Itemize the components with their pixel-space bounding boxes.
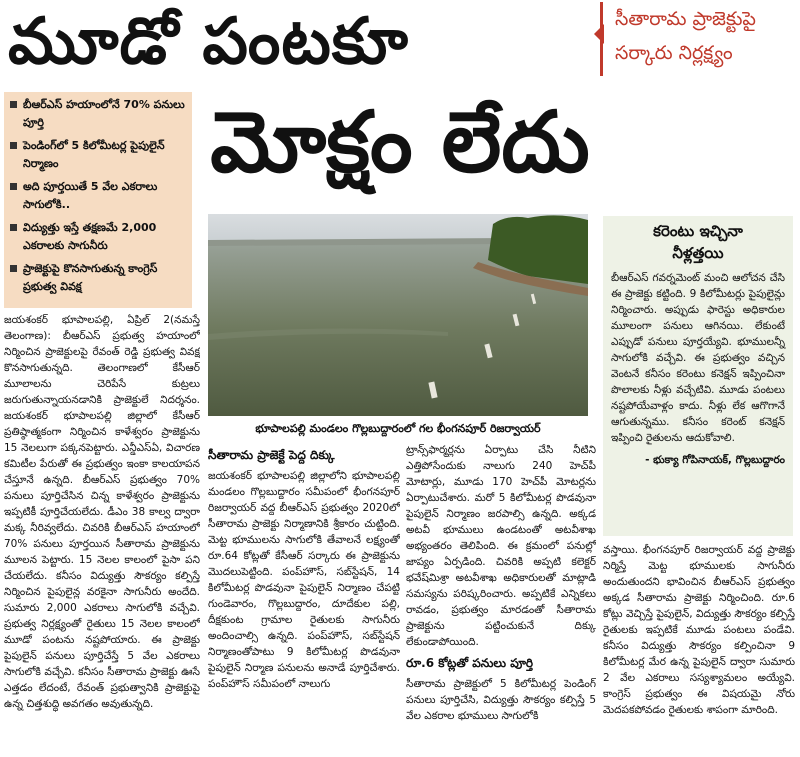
kicker-line2: సర్కారు నిర్లక్ష్యం (615, 42, 733, 64)
highlights-box (4, 92, 192, 308)
highlight-text: అది పూర్తయితే 5 వేల ఎకరాలు సాగులోకి.. (23, 180, 158, 211)
highlight-text: పెండింగ్‌లో 5 కిలోమీటర్ల పైపులైన్ నిర్మాణం (23, 139, 165, 170)
quote-box-title: కరెంటు ఇచ్చినా (653, 222, 743, 240)
headline-line1: మూడో పంటకూ (8, 5, 409, 79)
article-column-4: వస్తాయి. భీంగనపూర్ రిజర్వాయర్ వద్ద ప్రాజెక్టు నిర్మిస్తే మెట్ట భూములకు సాగునీరు అందుతుందని భావించిన బీఆర్ఎస్ ప్రభుత్వం అక్కడ సీతారామ ప్రాజెక్టు నిర్మించింది. రూ.6 కోట్లు వెచ్చిస్తే పైపులైన్, విద్యుత్తు సౌకర్యం కల్పిస్తే రైతులకు ఇప్పటికే మూడు పంటలు పండేవి. కనీసం విద్యుత్తు సౌకర్యం కల్పించినా 9 కిలోమీటర్ల మేర ఉన్న పైపులైన్ ద్వారా సుమారు 2 వేల ఎకరాలు సస్యశ్యామలం అయ్యేవి. కాంగ్రెస్ ప్రభుత్వం ఈ విషయమై నోరు మెదపకపోవడం రైతులకు శాపంగా మారింది. (603, 544, 795, 716)
highlight-text: బీఆర్‌ఎస్ హయాంలోనే 70% పనులు పూర్తి (23, 98, 185, 129)
kicker (600, 2, 796, 76)
highlight-text: విద్యుత్తు ఇస్తే తక్షణమే 2,000 ఎకరాలకు సాగునీరు (23, 221, 157, 252)
quote-box-subtitle: నీళ్లత్తయి (672, 244, 724, 262)
square-bullet-icon (10, 142, 17, 149)
column-text: ట్రాన్స్‌ఫార్మర్లను ఏర్పాటు చేసి నీటిని ఎత్తిపోసేందుకు నాలుగు 240 హెచ్‌పీ మోటార్లు, మూడు 170 హెచ్‌పీ మోటర్లను ఏర్పాటుచేశారు. మరో 5 కిలోమీటర్ల పొడవునా పైపులైన్ నిర్మాణం జరపాల్సి ఉన్నది. అక్కడ అటవీ భూములు ఉండటంతో అటవీశాఖ అభ్యంతరం తెలిపింది. ఈ క్రమంలో పనుల్లో జాప్యం ఏర్పడింది. చివరికి అప్పటి కలెక్టర్ భవేష్‌మిశ్రా అటవీశాఖ అధికారులతో మాట్లాడి సమస్యను పరిష్కరించారు. అప్పటికే ఎన్నికలు రావడం, ప్రభుత్వం మారడంతో సీతారామ ప్రాజెక్టును పట్టించుకునే దిక్కు లేకుండాపోయింది. (406, 444, 596, 648)
highlight-text: ప్రాజెక్టుపై కొనసాగుతున్న కాంగ్రెస్ ప్రభుత్వ వివక్ష (23, 262, 158, 293)
reservoir-photo (208, 214, 588, 416)
highlight-item (10, 96, 186, 132)
square-bullet-icon (10, 265, 17, 272)
highlight-item (10, 260, 186, 296)
quote-box-text: బీఆర్ఎస్ గవర్నమెంట్ మంచి ఆలోచన చేసి ఈ ప్రాజెక్టు కట్టింది. 9 కిలోమీటర్లు పైపులైన్లు నిర్మించారు. అప్పుడు ఫారెస్టు అధికారుల మూలంగా పనులు ఆగినయి. లేకుంటే ఎప్పుడో పనులు పూర్తయ్యేవి. భూములన్నీ సాగులోకి వచ్చేవి. ఈ ప్రభుత్వం వచ్చిన వెంటనే కనీసం కరెంటు కనెక్షన్ ఇప్పించినా పొలాలకు నీళ్లు వచ్చేటివి. మూడు పంటలు నష్టపోయేవాళ్లం కాదు. నీళ్లు లేక ఆగొగానే ఆగుతున్నము. కనీసం కరెంట్ కనెక్షన్ ఇప్పించి రైతులను ఆదుకోవాలి. (611, 272, 785, 444)
square-bullet-icon (10, 101, 17, 108)
article-column-1: జయశంకర్ భూపాలపల్లి, ఏప్రిల్ 2(నమస్తే తెలంగాణ): బీఆర్ఎస్ ప్రభుత్వ హయాంలో నిర్మించిన ప్రాజెక్టులపై రేవంత్ రెడ్డి ప్రభుత్వ వివక్ష కొనసాగుతున్నది. తెలంగాణలో కేసీఆర్ మూలాలను చెరిపేసే కుట్రలు జరుగుతున్నాయనడానికి ప్రాజెక్టులే నిదర్శనం. జయశంకర్ భూపాలపల్లి జిల్లాలో కేసీఆర్ ప్రతిష్ఠాత్మకంగా నిర్మించిన కాళేశ్వరం ప్రాజెక్టును 15 నెలలుగా పక్కనపెట్టారు. ఎన్డీఎస్ఏ, విచారణ కమిటీల పేరుతో ఈ ప్రభుత్వం ఇంకా కాలయాపన చేస్తూనే ఉన్నది. బీఆర్ఎస్ ప్రభుత్వం 70% పనులు పూర్తిచేసిన చిన్న కాళేశ్వరం ప్రాజెక్టును ఇప్పటికీ పూర్తిచేయలేదు. డీఎం 38 కాల్వ ద్వారా మక్క నీరివ్వలేదు. చివరికి బీఆర్ఎస్ హయాంలో 70% పనులు పూర్తయిన సీతారామ ప్రాజెక్టును మూలన పెట్టారు. 15 నెలల కాలంలో పైసా పని చేయలేదు. కనీసం విద్యుత్తు సౌకర్యం కల్పిస్తే నిర్మించిన పైపులైన్ల వరకైనా సాగునీరు అందేది. సుమారు 2,000 ఎకరాలు సాగులోకి వచ్చేవి. ప్రభుత్వ నిర్లక్ష్యంతో రైతులు 15 నెలల కాలంలో మూడో పంటను నష్టపోయారు. ఈ ప్రాజెక్టు పైపులైన్ పనులు పూర్తిచేస్తే 5 వేల ఎకరాలు సాగులోకి వచ్చేవి. కనీసం సీతారామ ప్రాజెక్టు ఊసే ఎత్తడం లేదంటే, రేవంత్ ప్రభుత్వానికి ప్రాజెక్టుపై ఉన్న చిత్తశుద్ధి అవగతం అవుతున్నది. (4, 314, 200, 710)
column-subheading: సీతారామ ప్రాజెక్టే పెద్ద దిక్కు (208, 448, 335, 462)
column-text: సీతారామ ప్రాజెక్టులో 5 కిలోమీటర్ల పెండింగ్ పనులు పూర్తిచేసి, విద్యుత్తు సౌకర్యం కల్పిస్తే 5 వేల ఎకరాల భూములు సాగులోకి (406, 678, 596, 722)
square-bullet-icon (10, 224, 17, 231)
highlight-item (10, 178, 186, 214)
quote-box (603, 216, 793, 536)
article-column-3 (406, 442, 596, 752)
square-bullet-icon (10, 183, 17, 190)
column-text: జయశంకర్ భూపాలపల్లి జిల్లాలోని భూపాలపల్లి మండలం గొల్లబుద్దారం సమీపంలో భీంగనపూర్ రిజర్వాయర్ వద్ద బీఆర్ఎస్ ప్రభుత్వం 2020లో సీతారామ ప్రాజెక్టు నిర్మాణానికి శ్రీకారం చుట్టింది. మెట్ట భూములను సాగులోకి తేవాలనే లక్ష్యంతో రూ.64 కోట్లతో కేసీఆర్ సర్కారు ఈ ప్రాజెక్టును మొదలుపెట్టింది. పంప్‌హౌస్, సబ్‌స్టేషన్, 14 కిలోమీటర్ల పొడవునా పైపులైన్ నిర్మాణం చేపట్టి గుండెవారం, గొల్లబుద్దారం, దూదేకుల పల్లి, దీక్షకుంట గ్రామాల రైతులకు సాగునీరు అందించాల్సి ఉన్నది. పంప్‌హౌస్, సబ్‌స్టేషన్ నిర్మాణంతోపాటు 9 కిలోమీటర్ల పొడవునా పైపులైన్ నిర్మాణ పనులను అనాడే పూర్తిచేశారు. పంప్‌హౌస్ సమీపంలో నాలుగు (208, 470, 400, 690)
article-column-2 (208, 442, 400, 752)
quote-box-signature: - భుక్యా గోపినాయక్, గొల్లబుద్దారం (645, 454, 785, 466)
highlight-item (10, 219, 186, 255)
column-subheading: రూ.6 కోట్లతో పనులు పూర్తి (406, 656, 534, 670)
kicker-line1: సీతారామ ప్రాజెక్టుపై (615, 8, 756, 30)
photo-caption: భూపాలపల్లి మండలం గొల్లబుద్దారంలో గల భీంగనపూర్ రిజర్వాయర్ (255, 422, 541, 435)
highlight-item (10, 137, 186, 173)
headline-line2: మోక్షం లేదు (210, 93, 590, 191)
